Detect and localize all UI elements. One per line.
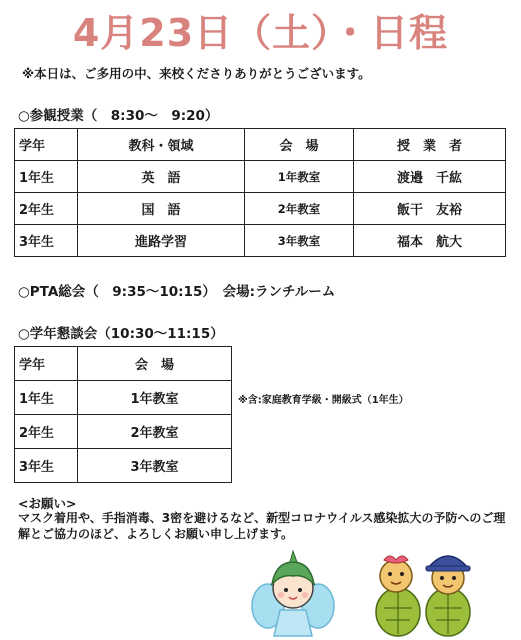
column-header: 学年	[15, 129, 78, 161]
room-cell: 1年教室	[245, 161, 354, 193]
turtle-hat-mascot-icon	[418, 546, 476, 638]
table-header-row	[15, 129, 506, 161]
grade-cell: 2年生	[15, 415, 78, 449]
room-cell: 3年教室	[78, 449, 232, 483]
room-cell: 2年教室	[245, 193, 354, 225]
grade-cell: 3年生	[15, 225, 78, 257]
subject-cell: 国 語	[78, 193, 245, 225]
table-row	[15, 193, 506, 225]
room-cell: 1年教室	[78, 381, 232, 415]
column-header: 教科・領域	[78, 129, 245, 161]
meeting-note: ※含:家庭教育学級・開級式（1年生）	[238, 395, 409, 406]
column-header: 会 場	[245, 129, 354, 161]
thanks-notice: ※本日は、ご多用の中、来校くださりありがとうございます。	[22, 66, 371, 81]
table-row	[15, 381, 232, 415]
grade-meeting-heading: ○学年懇談会（10:30～11:15）	[18, 326, 224, 342]
teacher-cell: 福本 航大	[354, 225, 506, 257]
teacher-cell: 飯干 友裕	[354, 193, 506, 225]
table-row	[15, 415, 232, 449]
class-observation-table	[14, 128, 506, 257]
column-header: 会 場	[78, 347, 232, 381]
table-header-row	[15, 347, 232, 381]
grade-meeting-table	[14, 346, 232, 483]
class-observation-heading: ○参観授業（ 8:30～ 9:20）	[18, 108, 219, 124]
request-body: マスク着用や、手指消毒、3密を避けるなど、新型コロナウイルス感染拡大の予防へのご理解とご協力のほど、よろしくお願い申し上げます。	[18, 511, 506, 541]
subject-cell: 英 語	[78, 161, 245, 193]
subject-cell: 進路学習	[78, 225, 245, 257]
table-row	[15, 225, 506, 257]
turtle-mascot-icon	[370, 550, 424, 638]
table-row	[15, 161, 506, 193]
grade-cell: 2年生	[15, 193, 78, 225]
column-header: 授 業 者	[354, 129, 506, 161]
grade-cell: 1年生	[15, 381, 78, 415]
grade-cell: 1年生	[15, 161, 78, 193]
pta-heading: ○PTA総会（ 9:35～10:15） 会場:ランチルーム	[18, 284, 336, 300]
room-cell: 2年教室	[78, 415, 232, 449]
grade-cell: 3年生	[15, 449, 78, 483]
request-heading: <お願い>	[18, 496, 77, 511]
teacher-cell: 渡邉 千紘	[354, 161, 506, 193]
fairy-mascot-icon	[250, 548, 336, 638]
room-cell: 3年教室	[245, 225, 354, 257]
column-header: 学年	[15, 347, 78, 381]
page-title: 4月23日（土）・日程	[72, 11, 449, 55]
table-row	[15, 449, 232, 483]
